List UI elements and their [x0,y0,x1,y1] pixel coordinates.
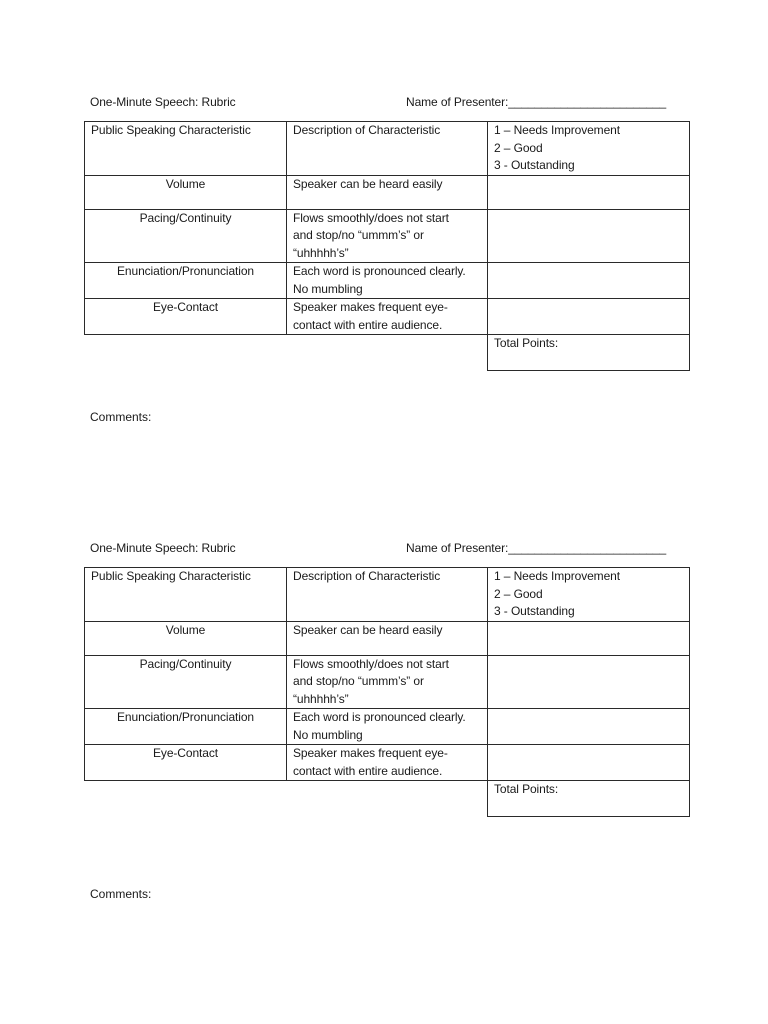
scale-1: 1 – Needs Improvement [494,569,620,583]
score-cell[interactable] [488,263,690,299]
table-row [85,299,690,335]
score-cell[interactable] [488,209,690,263]
header-characteristic: Public Speaking Characteristic [85,568,287,622]
description-line: No mumbling [293,727,363,742]
table-header-row [85,568,690,622]
table-row [85,621,690,655]
description-line: Each word is pronounced clearly. [293,264,466,278]
description-line: “uhhhhh’s” [293,245,349,260]
rubric-2 [0,541,768,961]
total-points-cell[interactable]: Total Points: [488,781,690,817]
table-row [85,655,690,709]
description-cell [287,655,488,709]
description-line: Speaker can be heard easily [293,622,443,637]
blank-cell [85,335,287,371]
table-row [85,175,690,209]
description-line: and stop/no “ummm’s” or [293,674,424,688]
rubric-table [84,567,690,817]
header-description: Description of Characteristic [287,568,488,622]
characteristic-cell: Eye-Contact [85,299,287,335]
rubric-title: One-Minute Speech: Rubric [90,95,236,109]
total-row [85,335,690,371]
description-cell [287,175,488,209]
characteristic-cell: Volume [85,175,287,209]
characteristic-cell: Volume [85,621,287,655]
description-cell [287,745,488,781]
characteristic-cell: Enunciation/Pronunciation [85,263,287,299]
blank-cell [287,335,488,371]
scale-2: 2 – Good [494,586,543,601]
scale-3: 3 - Outstanding [494,158,575,172]
characteristic-cell: Enunciation/Pronunciation [85,709,287,745]
description-cell [287,621,488,655]
description-line: Flows smoothly/does not start [293,656,449,671]
presenter-name-field: Name of Presenter:________________________ [406,95,667,109]
score-cell[interactable] [488,621,690,655]
characteristic-cell: Eye-Contact [85,745,287,781]
characteristic-cell: Pacing/Continuity [85,209,287,263]
description-line: contact with entire audience. [293,317,443,332]
header-scale [488,122,690,176]
scale-3: 3 - Outstanding [494,604,575,618]
header-scale [488,568,690,622]
table-row [85,263,690,299]
description-cell [287,709,488,745]
rubric-table [84,121,690,371]
description-cell [287,263,488,299]
characteristic-cell: Pacing/Continuity [85,655,287,709]
presenter-name-field: Name of Presenter:________________________ [406,541,667,555]
scale-1: 1 – Needs Improvement [494,123,620,137]
table-header-row [85,122,690,176]
description-line: Flows smoothly/does not start [293,210,449,225]
score-cell[interactable] [488,175,690,209]
description-cell [287,209,488,263]
description-line: Speaker makes frequent eye- [293,746,448,760]
header-characteristic: Public Speaking Characteristic [85,122,287,176]
total-points-cell[interactable]: Total Points: [488,335,690,371]
description-cell [287,299,488,335]
total-row [85,781,690,817]
score-cell[interactable] [488,709,690,745]
description-line: Speaker makes frequent eye- [293,300,448,314]
description-line: No mumbling [293,281,363,296]
rubric-1 [0,95,768,515]
table-row [85,745,690,781]
description-line: Each word is pronounced clearly. [293,710,466,724]
description-line: and stop/no “ummm’s” or [293,228,424,242]
blank-cell [85,781,287,817]
rubric-title: One-Minute Speech: Rubric [90,541,236,555]
score-cell[interactable] [488,745,690,781]
score-cell[interactable] [488,299,690,335]
comments-label: Comments: [90,410,152,424]
description-line: Speaker can be heard easily [293,176,443,191]
blank-cell [287,781,488,817]
score-cell[interactable] [488,655,690,709]
description-line: “uhhhhh’s” [293,691,349,706]
comments-label: Comments: [90,887,152,901]
description-line: contact with entire audience. [293,763,443,778]
scale-2: 2 – Good [494,140,543,155]
table-row [85,709,690,745]
table-row [85,209,690,263]
header-description: Description of Characteristic [287,122,488,176]
